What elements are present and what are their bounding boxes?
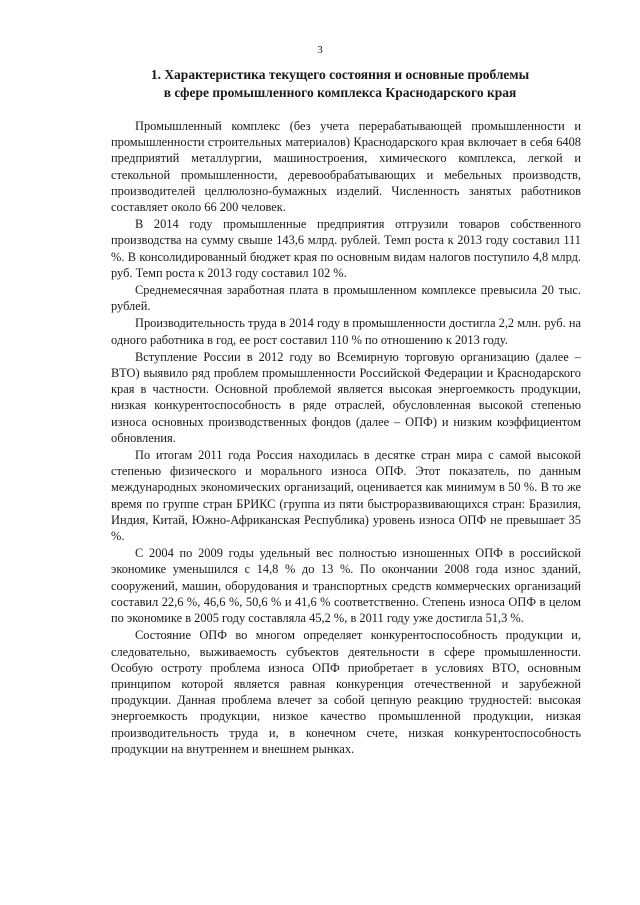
paragraph: Состояние ОПФ во многом определяет конкурентоспособность продукции и, следовательно, выживаемость субъектов деятельности в сфере промышленности. Особую остроту проблема износа ОПФ приобретает в условиях ВТО, основным принципом которой является равная конкуренция отечественной и зарубежной продукции. Данная проблема влечет за собой цепную реакцию трудностей: высокая энергоемкость продукции, низкое качество промышленной продукции, низкая производительность труда и, в конечном счете, низкая конкурентоспособность продукции на внутреннем и внешнем рынках.	[111, 628, 581, 756]
paragraph: Среднемесячная заработная плата в промышленном комплексе превысила 20 тыс. рублей.	[111, 283, 581, 314]
page-number: 3	[317, 44, 323, 56]
heading-line-2: в сфере промышленного комплекса Краснодарского края	[163, 85, 517, 100]
paragraph: Вступление России в 2012 году во Всемирную торговую организацию (далее – ВТО) выявило ряд проблем промышленности Российской Федерации и Краснодарского края в частности. Основной проблемой является высокая энергоемкость продукции, низкая конкурентоспособность в ряде отраслей, обусловленная высокой степенью износа основных производственных фондов (далее – ОПФ) и низким коэффициентом обновления.	[111, 349, 581, 445]
paragraph: С 2004 по 2009 годы удельный вес полностью изношенных ОПФ в российской экономике уменьшился с 14,8 % до 13 %. По окончании 2008 года износ зданий, сооружений, машин, оборудования и транспортных средств коммерческих организаций составил 22,6 %, 46,6 %, 50,6 % и 41,6 % соответственно. Степень износа ОПФ в целом по экономике в 2005 году составляла 45,2 %, в 2011 году уже достигла 51,3 %.	[111, 546, 581, 626]
paragraph: Производительность труда в 2014 году в промышленности достигла 2,2 млн. руб. на одного работника в год, ее рост составил 110 % по отношению к 2013 году.	[111, 316, 581, 347]
heading-line-1: 1. Характеристика текущего состояния и основные проблемы	[150, 67, 530, 82]
paragraph: Промышленный комплекс (без учета перерабатывающей промышленности и промышленности строительных материалов) Краснодарского края включает в себя 6408 предприятий металлургии, машиностроения, химического комплекса, легкой и стекольной промышленности, деревообрабатывающих и мебельных производств, производителей целлюлозно-бумажных изделий. Численность занятых работников составляет около 66 200 человек.	[111, 119, 581, 215]
paragraph: По итогам 2011 года Россия находилась в десятке стран мира с самой высокой степенью физического и морального износа ОПФ. Этот показатель, по данным международных экономических организаций, оценивается как минимум в 50 %. В то же время по группе стран БРИКС (группа из пяти быстроразвивающихся стран: Бразилия, Индия, Китай, Южно-Африканская Республика) уровень износа ОПФ не превышает 35 %.	[111, 448, 581, 544]
body-text	[111, 118, 581, 758]
paragraph: В 2014 году промышленные предприятия отгрузили товаров собственного производства на сумму свыше 143,6 млрд. рублей. Темп роста к 2013 году составил 111 %. В консолидированный бюджет края по основным видам налогов поступило 4,8 млрд. руб. Темп роста к 2013 году составил 102 %.	[111, 217, 581, 280]
section-heading	[100, 66, 580, 102]
